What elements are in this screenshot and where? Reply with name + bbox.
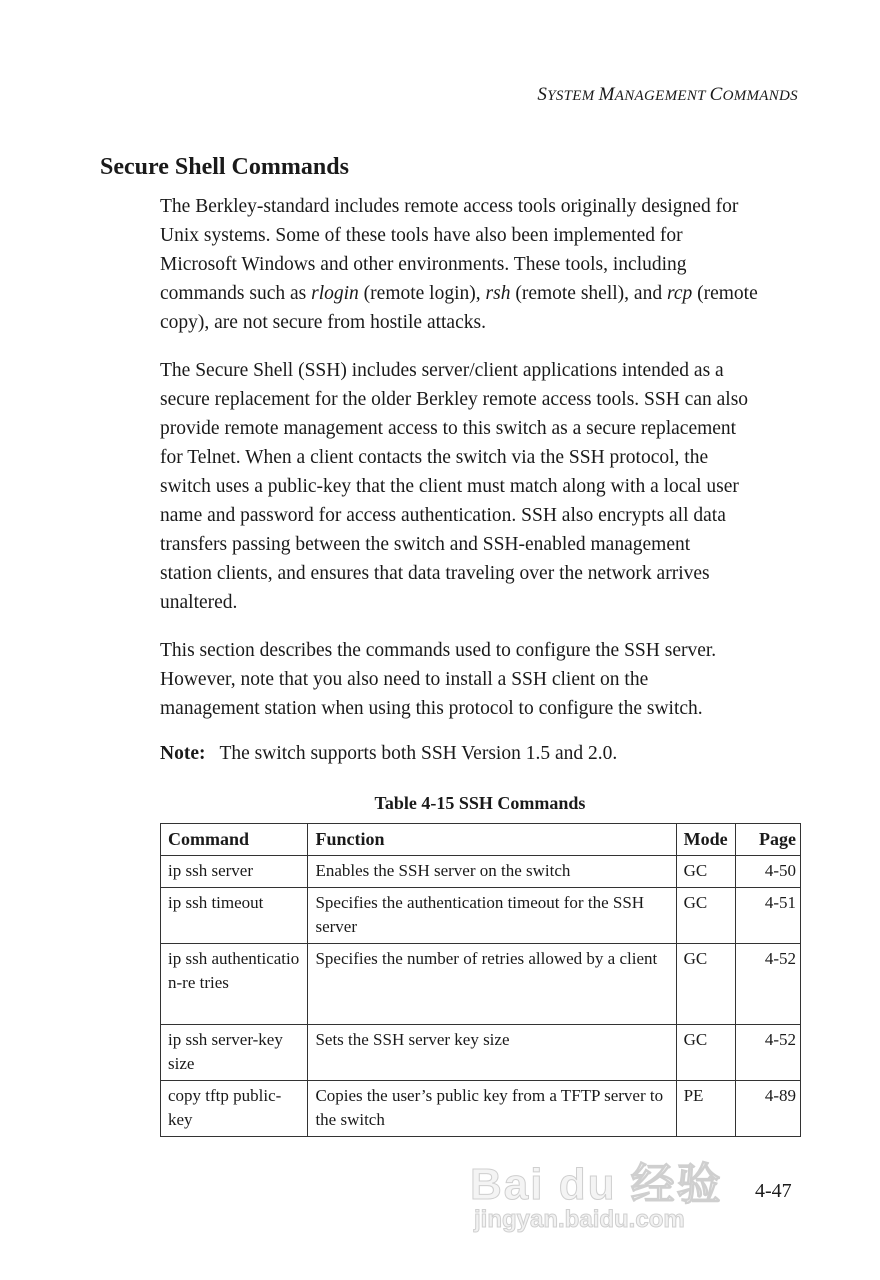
table-row — [161, 944, 801, 1025]
cell-page: 4-50 — [735, 856, 800, 888]
cell-mode: GC — [676, 856, 735, 888]
page-number: 4-47 — [755, 1180, 792, 1202]
cell-function: Specifies the number of retries allowed by a client — [308, 944, 676, 1025]
note: Note: The switch supports both SSH Version 1.5 and 2.0. — [160, 743, 618, 764]
cell-page: 4-52 — [735, 944, 800, 1025]
table-row — [161, 1081, 801, 1137]
paragraph-2: The Secure Shell (SSH) includes server/client applications intended as a secure replacement for the older Berkley remote access tools. SSH can also provide remote management access to this switch as a secure replacement for Telnet. When a client contacts the switch via the SSH protocol, the switch uses a public-key that the client must match along with a local user name and password for access authentication. SSH also encrypts all data transfers passing between the switch and SSH-enabled management station clients, and ensures that data traveling over the network arrives unaltered. — [160, 360, 749, 613]
cell-mode: GC — [676, 1025, 735, 1081]
header-mode: Mode — [676, 824, 735, 856]
running-head: SYSTEM MANAGEMENT COMMANDS — [537, 84, 798, 105]
header-function: Function — [308, 824, 676, 856]
cell-command: ip ssh server-key size — [161, 1025, 308, 1081]
cell-function: Copies the user’s public key from a TFTP server to the switch — [308, 1081, 676, 1137]
table-row — [161, 1025, 801, 1081]
cell-mode: GC — [676, 888, 735, 944]
cell-command: ip ssh timeout — [161, 888, 308, 944]
cell-command: copy tftp public-key — [161, 1081, 308, 1137]
cell-mode: GC — [676, 944, 735, 1025]
baidu-watermark — [470, 1148, 740, 1233]
ssh-commands-table — [160, 823, 801, 1137]
table-row — [161, 888, 801, 944]
table-header-row — [161, 824, 801, 856]
header-command: Command — [161, 824, 308, 856]
watermark-logo: Bai du 经验 — [470, 1160, 723, 1209]
paragraph-3: This section describes the commands used to configure the SSH server. However, note that you also need to install a SSH client on the management station when using this protocol to configure the switch. — [160, 640, 717, 719]
header-page: Page — [735, 824, 800, 856]
section-heading: Secure Shell Commands — [100, 154, 349, 180]
cell-function: Enables the SSH server on the switch — [308, 856, 676, 888]
cell-command: ip ssh server — [161, 856, 308, 888]
cell-page: 4-51 — [735, 888, 800, 944]
cell-page: 4-52 — [735, 1025, 800, 1081]
cell-command: ip ssh authentication-re tries — [161, 944, 308, 1025]
table-row — [161, 856, 801, 888]
table-caption: Table 4-15 SSH Commands — [374, 793, 586, 813]
watermark-url: jingyan.baidu.com — [474, 1206, 685, 1233]
cell-mode: PE — [676, 1081, 735, 1137]
cell-function: Specifies the authentication timeout for the SSH server — [308, 888, 676, 944]
cell-page: 4-89 — [735, 1081, 800, 1137]
paragraph-1: The Berkley-standard includes remote access tools originally designed for Unix systems. Some of these tools have also been implemented for Microsoft Windows and other environments. These tools, including commands such as rlogin (remote login), rsh (remote shell), and rcp (remote copy), are not secure from hostile attacks. — [160, 196, 758, 333]
cell-function: Sets the SSH server key size — [308, 1025, 676, 1081]
